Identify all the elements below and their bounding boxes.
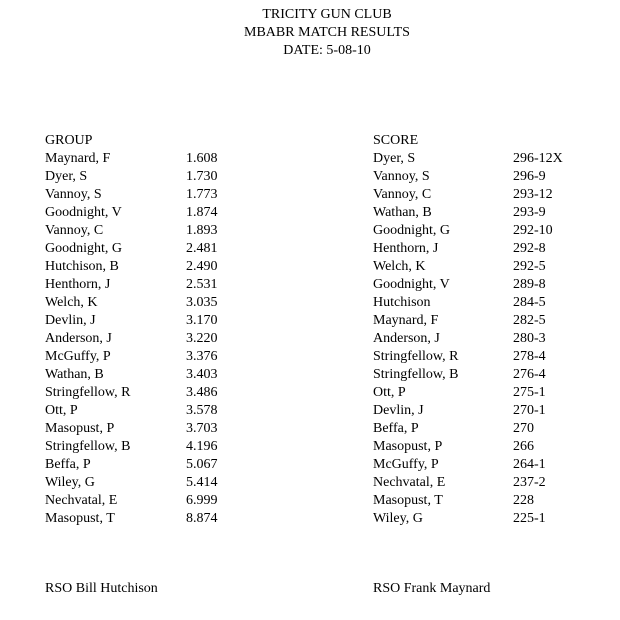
score-result-row xyxy=(373,384,593,402)
group-result-row xyxy=(45,366,245,384)
group-result-row xyxy=(45,330,245,348)
group-size-value: 4.196 xyxy=(186,439,218,454)
score-value: 228 xyxy=(513,493,534,508)
score-value: 280-3 xyxy=(513,331,546,346)
score-result-row xyxy=(373,222,593,240)
score-value: 284-5 xyxy=(513,295,546,310)
shooter-name: Goodnight, V xyxy=(373,277,450,292)
group-result-row xyxy=(45,456,245,474)
shooter-name: Goodnight, G xyxy=(373,223,450,238)
score-value: 292-10 xyxy=(513,223,553,238)
shooter-name: Nechvatal, E xyxy=(45,493,118,508)
match-title: MBABR MATCH RESULTS xyxy=(244,25,410,40)
score-value: 296-9 xyxy=(513,169,546,184)
group-size-value: 3.486 xyxy=(186,385,218,400)
group-size-value: 2.531 xyxy=(186,277,218,292)
score-result-row xyxy=(373,366,593,384)
shooter-name: Vannoy, S xyxy=(373,169,430,184)
shooter-name: Hutchison, B xyxy=(45,259,119,274)
score-result-row xyxy=(373,492,593,510)
score-value: 266 xyxy=(513,439,534,454)
group-size-value: 3.703 xyxy=(186,421,218,436)
score-value: 282-5 xyxy=(513,313,546,328)
group-result-row xyxy=(45,294,245,312)
score-result-row xyxy=(373,312,593,330)
group-result-row xyxy=(45,510,245,528)
shooter-name: Beffa, P xyxy=(373,421,419,436)
group-size-value: 1.773 xyxy=(186,187,218,202)
group-result-row xyxy=(45,276,245,294)
score-result-row xyxy=(373,420,593,438)
group-result-row xyxy=(45,186,245,204)
shooter-name: McGuffy, P xyxy=(45,349,111,364)
group-result-row xyxy=(45,384,245,402)
shooter-name: Masopust, P xyxy=(45,421,115,436)
document-header xyxy=(0,6,620,60)
shooter-name: Devlin, J xyxy=(45,313,96,328)
score-result-row xyxy=(373,294,593,312)
score-result-row xyxy=(373,150,593,168)
score-result-row xyxy=(373,168,593,186)
group-size-value: 2.490 xyxy=(186,259,218,274)
rso-right-signature: RSO Frank Maynard xyxy=(373,581,491,596)
score-value: 270 xyxy=(513,421,534,436)
shooter-name: Masopust, T xyxy=(45,511,115,526)
score-value: 278-4 xyxy=(513,349,546,364)
score-value: 275-1 xyxy=(513,385,546,400)
group-result-row xyxy=(45,168,245,186)
score-value: 293-12 xyxy=(513,187,553,202)
shooter-name: Nechvatal, E xyxy=(373,475,446,490)
score-result-row xyxy=(373,330,593,348)
shooter-name: Anderson, J xyxy=(373,331,440,346)
shooter-name: Wiley, G xyxy=(45,475,95,490)
shooter-name: Dyer, S xyxy=(373,151,416,166)
score-value: 289-8 xyxy=(513,277,546,292)
score-result-row xyxy=(373,348,593,366)
shooter-name: Henthorn, J xyxy=(45,277,111,292)
shooter-name: Henthorn, J xyxy=(373,241,439,256)
group-size-value: 5.067 xyxy=(186,457,218,472)
score-value: 237-2 xyxy=(513,475,546,490)
shooter-name: Maynard, F xyxy=(373,313,439,328)
score-result-row xyxy=(373,258,593,276)
score-result-row xyxy=(373,186,593,204)
shooter-name: Wiley, G xyxy=(373,511,423,526)
group-size-value: 5.414 xyxy=(186,475,218,490)
score-result-row xyxy=(373,510,593,528)
shooter-name: Masopust, T xyxy=(373,493,443,508)
score-value: 293-9 xyxy=(513,205,546,220)
group-result-row xyxy=(45,150,245,168)
score-heading: SCORE xyxy=(373,133,419,148)
group-result-row xyxy=(45,420,245,438)
group-result-row xyxy=(45,240,245,258)
group-size-value: 1.730 xyxy=(186,169,218,184)
shooter-name: Stringfellow, R xyxy=(373,349,459,364)
group-size-value: 3.376 xyxy=(186,349,218,364)
shooter-name: Dyer, S xyxy=(45,169,88,184)
group-size-value: 6.999 xyxy=(186,493,218,508)
group-size-value: 3.578 xyxy=(186,403,218,418)
shooter-name: Vannoy, C xyxy=(373,187,432,202)
shooter-name: Ott, P xyxy=(45,403,78,418)
group-result-row xyxy=(45,222,245,240)
shooter-name: Welch, K xyxy=(45,295,98,310)
group-result-row xyxy=(45,204,245,222)
score-result-row xyxy=(373,402,593,420)
group-result-row xyxy=(45,474,245,492)
shooter-name: Beffa, P xyxy=(45,457,91,472)
shooter-name: Vannoy, S xyxy=(45,187,102,202)
score-value: 270-1 xyxy=(513,403,546,418)
score-result-row xyxy=(373,456,593,474)
group-size-value: 3.170 xyxy=(186,313,218,328)
score-result-row xyxy=(373,240,593,258)
group-size-value: 2.481 xyxy=(186,241,218,256)
shooter-name: Anderson, J xyxy=(45,331,112,346)
score-result-row xyxy=(373,276,593,294)
score-value: 225-1 xyxy=(513,511,546,526)
group-size-value: 1.893 xyxy=(186,223,218,238)
group-result-row xyxy=(45,492,245,510)
shooter-name: Goodnight, G xyxy=(45,241,122,256)
shooter-name: Ott, P xyxy=(373,385,406,400)
score-value: 296-12X xyxy=(513,151,563,166)
group-size-value: 3.035 xyxy=(186,295,218,310)
shooter-name: Goodnight, V xyxy=(45,205,122,220)
shooter-name: Wathan, B xyxy=(373,205,432,220)
group-result-row xyxy=(45,438,245,456)
group-result-row xyxy=(45,312,245,330)
shooter-name: Stringfellow, B xyxy=(45,439,131,454)
group-heading: GROUP xyxy=(45,133,93,148)
group-size-value: 1.608 xyxy=(186,151,218,166)
shooter-name: Welch, K xyxy=(373,259,426,274)
group-size-value: 1.874 xyxy=(186,205,218,220)
shooter-name: Stringfellow, B xyxy=(373,367,459,382)
group-size-value: 8.874 xyxy=(186,511,218,526)
shooter-name: Masopust, P xyxy=(373,439,443,454)
score-result-row xyxy=(373,438,593,456)
club-title: TRICITY GUN CLUB xyxy=(262,7,392,22)
score-value: 292-8 xyxy=(513,241,546,256)
score-result-row xyxy=(373,474,593,492)
rso-left-signature: RSO Bill Hutchison xyxy=(45,581,158,596)
score-value: 264-1 xyxy=(513,457,546,472)
shooter-name: Vannoy, C xyxy=(45,223,104,238)
match-date: DATE: 5-08-10 xyxy=(283,43,371,58)
shooter-name: Wathan, B xyxy=(45,367,104,382)
group-result-row xyxy=(45,258,245,276)
shooter-name: Devlin, J xyxy=(373,403,424,418)
group-result-row xyxy=(45,402,245,420)
score-value: 276-4 xyxy=(513,367,546,382)
group-result-row xyxy=(45,348,245,366)
shooter-name: Hutchison xyxy=(373,295,431,310)
shooter-name: McGuffy, P xyxy=(373,457,439,472)
group-results-list xyxy=(45,150,245,528)
score-result-row xyxy=(373,204,593,222)
score-value: 292-5 xyxy=(513,259,546,274)
group-size-value: 3.403 xyxy=(186,367,218,382)
shooter-name: Maynard, F xyxy=(45,151,111,166)
group-size-value: 3.220 xyxy=(186,331,218,346)
shooter-name: Stringfellow, R xyxy=(45,385,131,400)
score-results-list xyxy=(373,150,593,528)
